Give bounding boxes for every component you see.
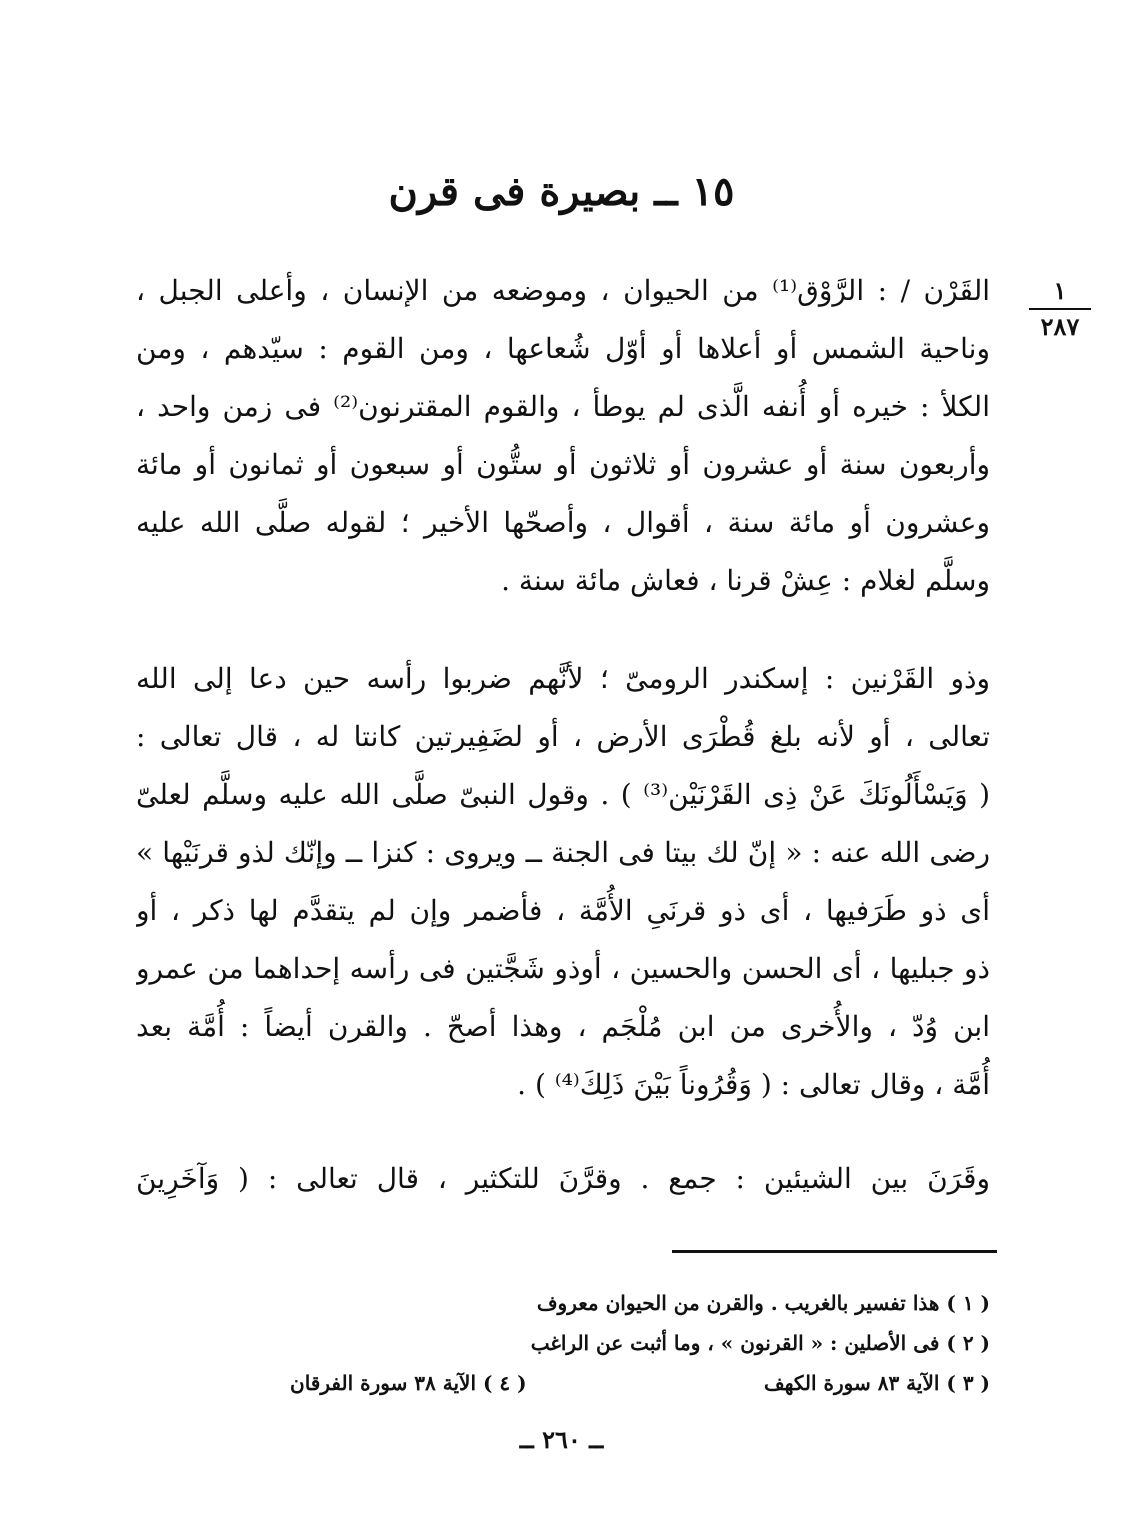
footnote-2: ( ٢ ) فى الأصلين : « القرنون » ، وما أثبت عن الراغب: [530, 1331, 990, 1355]
paragraph-3: [136, 1150, 990, 1208]
margin-ref-divider: [1029, 308, 1091, 310]
text-line: وعشرون أو مائة سنة ، أقوال ، وأصحّها الأخير ؛ لقوله صلَّى الله عليه: [136, 506, 990, 539]
margin-ref-top: ١: [1053, 276, 1067, 305]
text-line: تعالى ، أو لأنه بلغ قُطْرَى الأرض ، أو لضَفِيرتين كانتا له ، قال تعالى :: [136, 720, 990, 753]
text-line: وسلَّم لغلام : عِشْ قرنا ، فعاش مائة سنة .: [501, 564, 990, 597]
text-line: وناحية الشمس أو أعلاها أو أوّل شُعاعها ، ومن القوم : سيّدهم ، ومن: [136, 332, 990, 365]
text-line: وذو القَرْنين : إسكندر الرومىّ ؛ لأنَّهم ضربوا رأسه حين دعا إلى الله: [136, 662, 990, 695]
text-line: ابن وُدّ ، والأُخرى من ابن مُلْجَم ، وهذا أصحّ . والقرن أيضاً : أُمَّة بعد: [136, 1010, 990, 1043]
section-title: ١٥ ــ بصيرة فى قرن: [388, 168, 735, 215]
footnote-4: ( ٤ ) الآية ٣٨ سورة الفرقان: [290, 1371, 527, 1395]
text-line: ( وَيَسْأَلُونَكَ عَنْ ذِى القَرْنَيْن⁽³⁾ ) . وقول النبىّ صلَّى الله عليه وسلَّم لعلىّ: [136, 778, 990, 811]
text-line: الكلأ : خيره أو أُنفه الَّذى لم يوطأ ، والقوم المقترنون⁽²⁾ فى زمن واحد ،: [136, 390, 990, 423]
text-line: القَرْن / : الرَّوْق⁽¹⁾ من الحيوان ، وموضعه من الإنسان ، وأعلى الجبل ،: [136, 274, 990, 307]
footnote-3: ( ٣ ) الآية ٨٣ سورة الكهف: [763, 1371, 990, 1395]
page-number: ــ ٢٦٠ ــ: [519, 1425, 604, 1454]
text-line: رضى الله عنه : « إنّ لك بيتا فى الجنة ــ ويروى : كنزا ــ وإنّك لذو قرنَيْها »: [136, 836, 990, 869]
text-line: وقَرَنَ بين الشيئين : جمع . وقرَّنَ للتكثير ، قال تعالى : ( وَآخَرِينَ: [136, 1162, 990, 1195]
text-line: أُمَّة ، وقال تعالى : ( وَقُرُوناً بَيْنَ ذَلِكَ⁽⁴⁾ ) .: [517, 1068, 990, 1101]
text-line: وأربعون سنة أو عشرون أو ثلاثون أو ستُّون أو سبعون أو ثمانون أو مائة: [136, 448, 990, 481]
footnote-separator: [672, 1250, 997, 1253]
footnote-1: ( ١ ) هذا تفسير بالغريب . والقرن من الحيوان معروف: [536, 1291, 990, 1315]
footnote-row: [290, 1363, 990, 1403]
margin-ref-bottom: ٢٨٧: [1040, 312, 1080, 341]
paragraph-1: [136, 262, 990, 610]
footnotes: [290, 1283, 990, 1403]
text-line: ذو جبليها ، أى الحسن والحسين ، أوذو شَجَّتين فى رأسه إحداهما من عمرو: [136, 952, 990, 985]
text-line: أى ذو طَرَفيها ، أى ذو قرنَىِ الأُمَّة ، فأضمر وإن لم يتقدَّم لها ذكر ، أو: [136, 894, 990, 927]
margin-page-reference: [1025, 276, 1095, 342]
paragraph-2: [136, 650, 990, 1114]
